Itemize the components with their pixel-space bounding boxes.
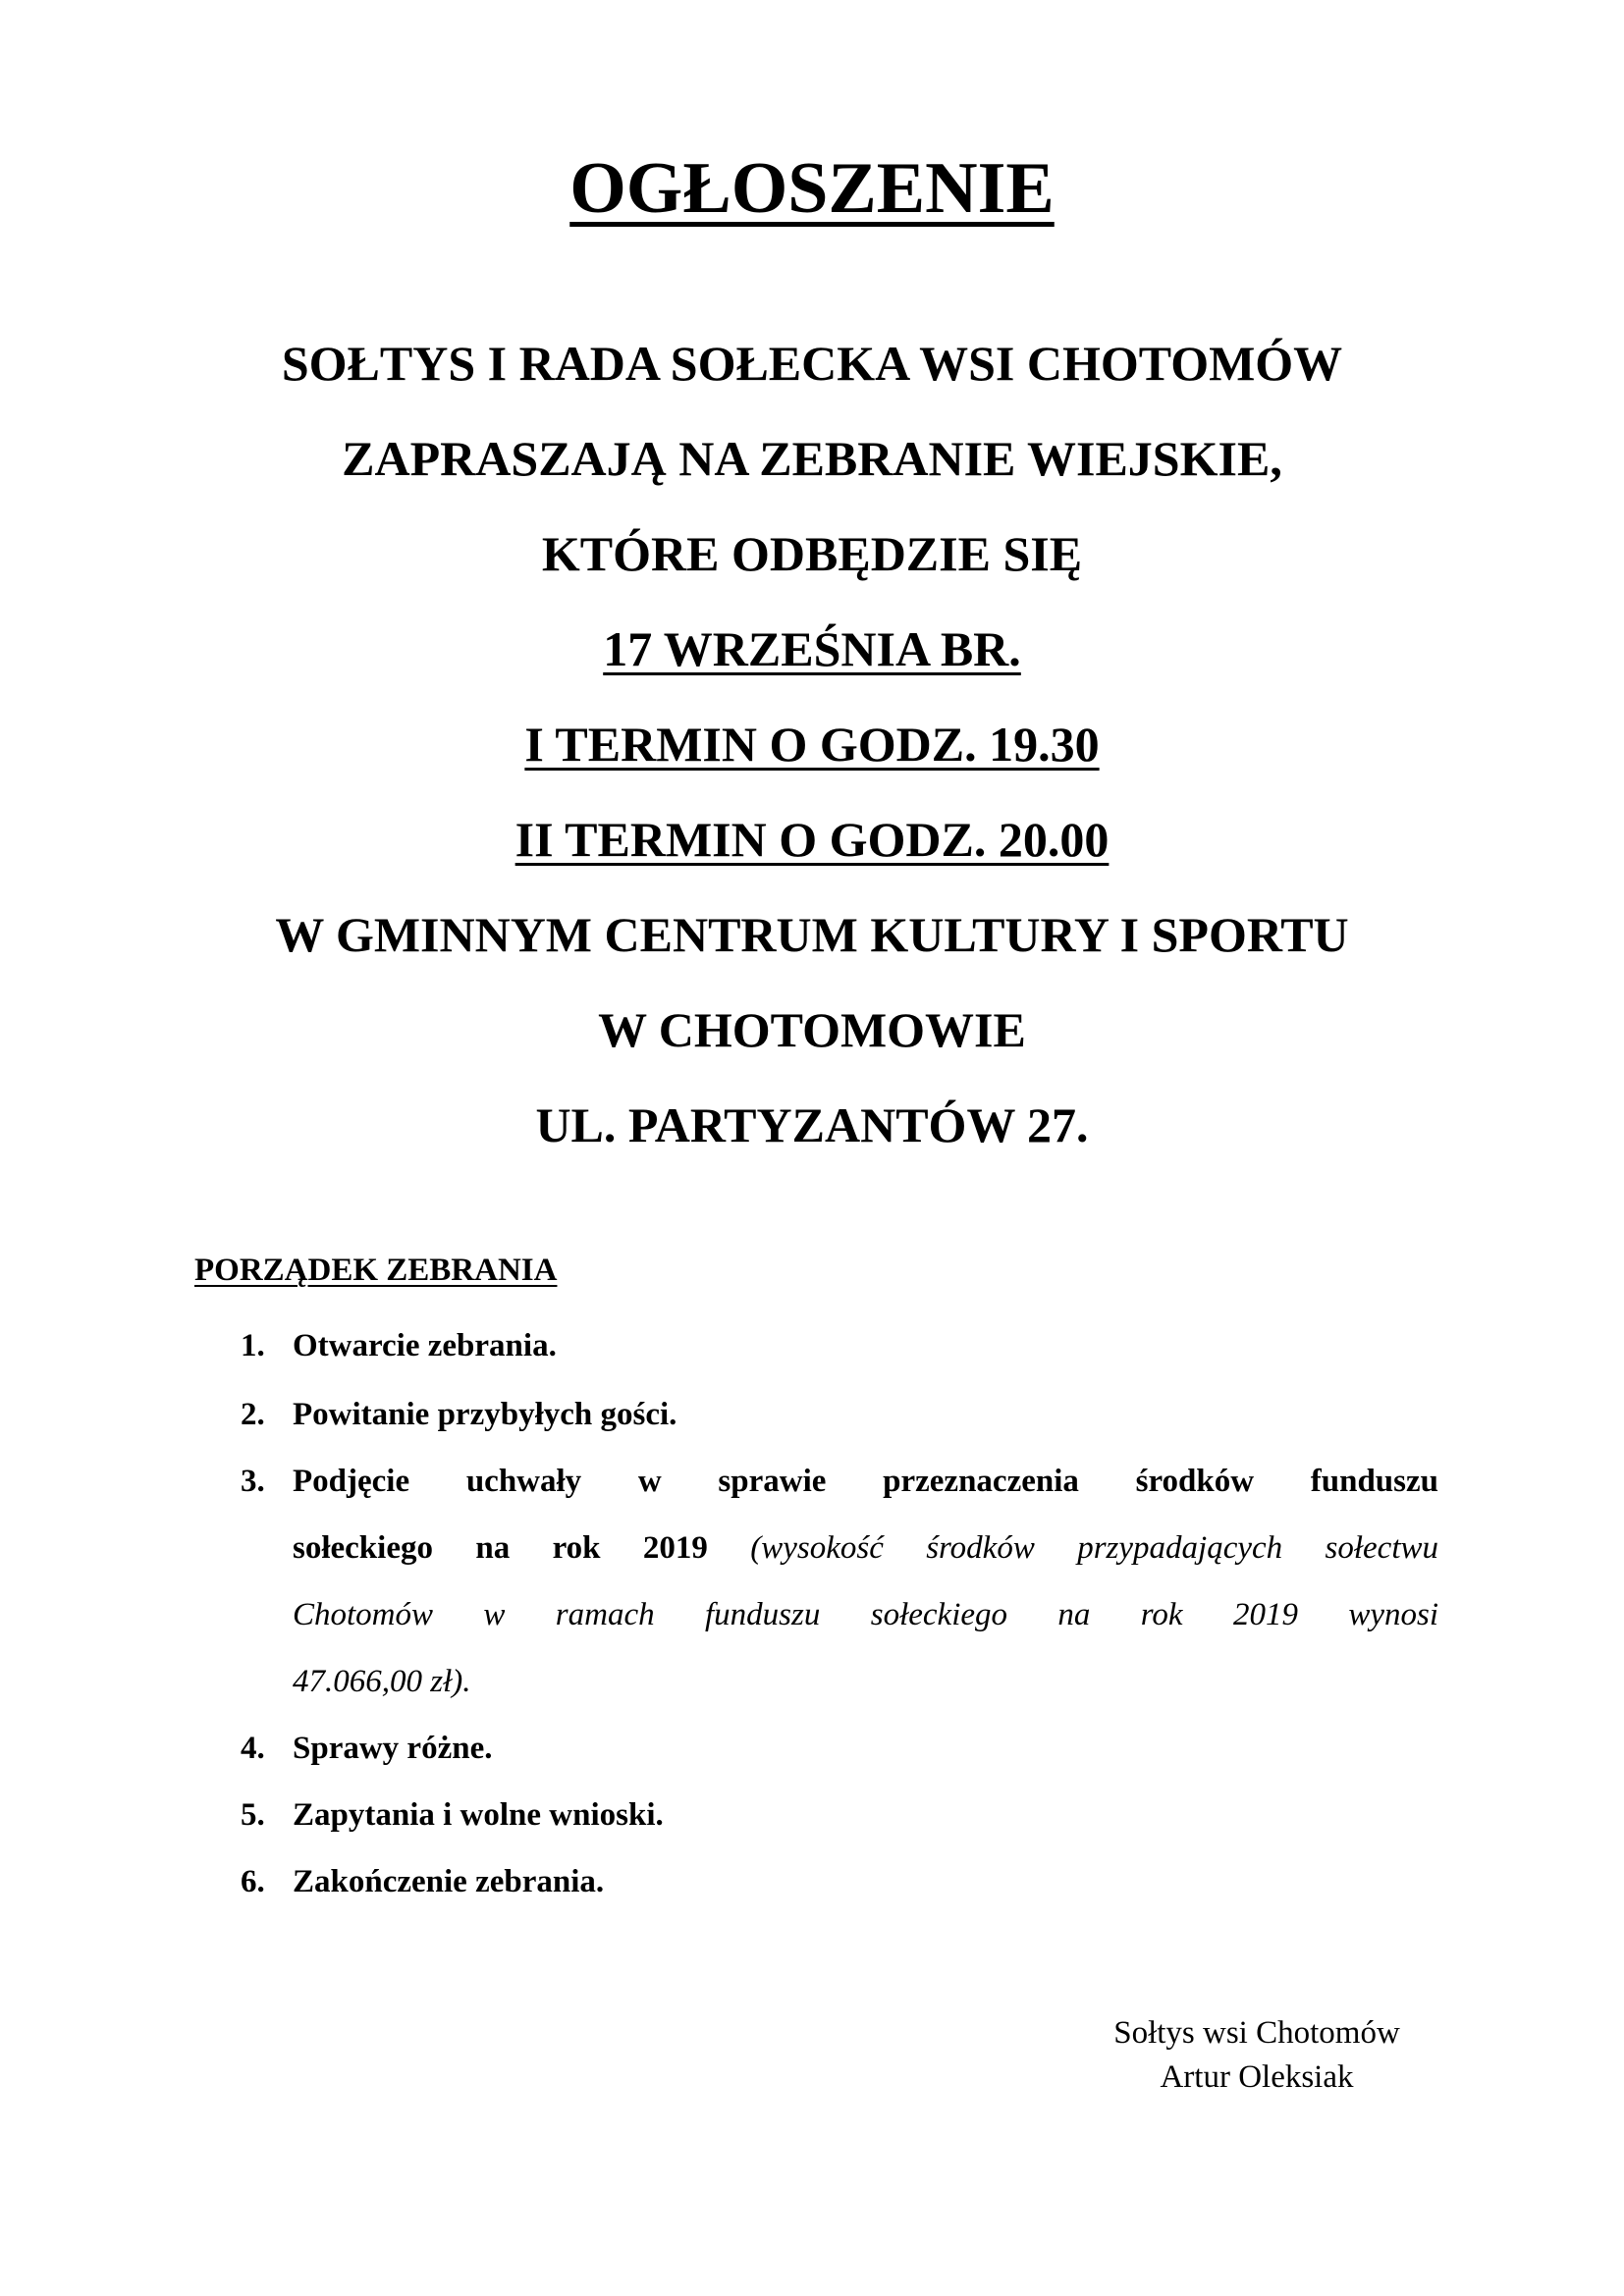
agenda-item-number: 5.	[241, 1797, 265, 1833]
first-term: I TERMIN O GODZ. 19.30	[524, 717, 1100, 772]
agenda-item-number: 4.	[241, 1731, 265, 1766]
agenda-item-number: 3.	[241, 1464, 265, 1499]
venue-line-2: W CHOTOMOWIE	[598, 1002, 1026, 1057]
meeting-date: 17 WRZEŚNIA BR.	[603, 621, 1021, 676]
agenda-item-text: Sprawy różne.	[293, 1731, 493, 1766]
page-title-text: OGŁOSZENIE	[569, 148, 1055, 229]
signature-name: Artur Oleksiak	[1160, 2059, 1354, 2095]
second-term: II TERMIN O GODZ. 20.00	[514, 812, 1110, 867]
agenda-item-text: Otwarcie zebrania.	[293, 1328, 557, 1363]
announcement-line-1: SOŁTYS I RADA SOŁECKA WSI CHOTOMÓW	[281, 336, 1343, 391]
page-title	[0, 148, 1624, 229]
agenda-item-text: Zapytania i wolne wnioski.	[293, 1797, 664, 1833]
signature-role: Sołtys wsi Chotomów	[1113, 2015, 1400, 2051]
agenda-item-text: Powitanie przybyłych gości.	[293, 1397, 677, 1432]
agenda-item-3-line-1	[293, 1466, 1438, 1498]
agenda-item-number: 1.	[241, 1328, 265, 1363]
agenda-item-3-line-3: Chotomów w ramach funduszu sołeckiego na rok 2019 wynosi	[293, 1597, 1438, 1632]
agenda-item-3-line-2	[293, 1532, 1438, 1565]
agenda-item-3-line-4: 47.066,00 zł).	[293, 1664, 471, 1699]
agenda-item-text: Zakończenie zebrania.	[293, 1864, 605, 1899]
announcement-line-3: KTÓRE ODBĘDZIE SIĘ	[541, 526, 1083, 581]
agenda-item-number: 2.	[241, 1397, 265, 1432]
venue-address: UL. PARTYZANTÓW 27.	[535, 1097, 1089, 1152]
venue-line-1: W GMINNYM CENTRUM KULTURY I SPORTU	[275, 907, 1349, 962]
agenda-heading: PORZĄDEK ZEBRANIA	[194, 1253, 558, 1288]
agenda-item-number: 6.	[241, 1864, 265, 1899]
agenda-item-text: Podjęcie uchwały w sprawie przeznaczenia środków funduszu	[293, 1464, 1438, 1499]
agenda-item-3-italic-part: (wysokość środków przypadających sołectwu	[750, 1530, 1438, 1566]
agenda-item-3-bold-part: sołeckiego na rok 2019	[293, 1530, 708, 1566]
announcement-line-2: ZAPRASZAJĄ NA ZEBRANIE WIEJSKIE,	[342, 431, 1282, 486]
